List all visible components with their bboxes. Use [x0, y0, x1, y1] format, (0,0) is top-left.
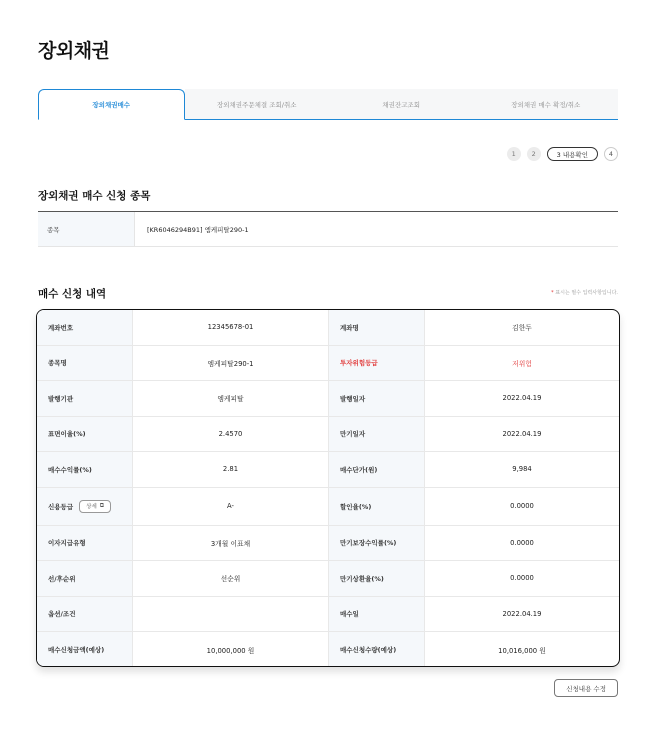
- row-value: 0.0000: [510, 538, 534, 547]
- row-value: A-: [133, 488, 329, 525]
- row-value: 2.81: [133, 452, 329, 487]
- row-label: 선/후순위: [37, 561, 133, 596]
- table-row: [37, 561, 619, 597]
- table-row: [37, 417, 619, 453]
- row-value: 0.0000: [510, 574, 534, 583]
- tab-buy-confirm[interactable]: 장외채권 매수 확정/취소: [474, 89, 619, 119]
- row-value: 2022.04.19: [502, 609, 542, 618]
- row-label: 표면이율(%): [37, 417, 133, 452]
- row-label: 계좌명: [329, 310, 425, 345]
- tab-bond-buy[interactable]: 장외채권매수: [38, 89, 185, 120]
- row-value: 선순위: [133, 561, 329, 596]
- row-value: 엠케피탈: [133, 381, 329, 416]
- credit-detail-button[interactable]: [79, 500, 111, 513]
- table-row: [37, 526, 619, 562]
- row-label: 발행일자: [329, 381, 425, 416]
- row-value: 10,000,000 원: [133, 632, 329, 667]
- credit-rating-label-cell: [37, 488, 133, 525]
- row-label: 발행기관: [37, 381, 133, 416]
- item-label: 종목: [38, 212, 134, 246]
- row-label: 만기일자: [329, 417, 425, 452]
- row-label: 매수신청수량(예상): [329, 632, 425, 667]
- row-value: 2022.04.19: [502, 394, 542, 403]
- table-row: [37, 597, 619, 633]
- row-label: 매수단가(원): [329, 452, 425, 487]
- tab-order-inquiry[interactable]: 장외채권주문체결 조회/취소: [185, 89, 330, 119]
- item-value: [KR6046294B91] 엠케피탈290-1: [134, 212, 618, 246]
- table-row: [37, 310, 619, 346]
- row-value: 엠케피탈290-1: [133, 346, 329, 381]
- tab-balance-inquiry[interactable]: 채권잔고조회: [329, 89, 474, 119]
- row-label: 만기보장수익률(%): [329, 526, 425, 561]
- table-row: [37, 488, 619, 526]
- row-value: 김한두: [512, 324, 532, 333]
- row-label: 계좌번호: [37, 310, 133, 345]
- risk-grade-label: 투자위험등급: [329, 346, 425, 381]
- row-label: 종목명: [37, 346, 133, 381]
- row-value: 3개월 이표채: [133, 526, 329, 561]
- row-label: 매수일: [329, 597, 425, 632]
- required-note: [551, 289, 618, 296]
- row-value: 9,984: [512, 465, 532, 474]
- row-value: 10,016,000 원: [498, 646, 546, 655]
- required-star: *: [551, 290, 554, 296]
- row-value: 12345678-01: [133, 310, 329, 345]
- row-value: 2.4570: [133, 417, 329, 452]
- step-3-current: 3 내용확인: [547, 147, 598, 161]
- row-value: 0.0000: [510, 502, 534, 510]
- row-label: 할인율(%): [329, 488, 425, 525]
- step-1: 1: [507, 147, 521, 161]
- row-label: 이자지급유형: [37, 526, 133, 561]
- row-label: 만기상환율(%): [329, 561, 425, 596]
- required-note-text: 표시는 필수 입력사항입니다.: [555, 290, 618, 296]
- step-indicator: [507, 147, 618, 161]
- popup-window-icon: ⧉: [99, 502, 105, 509]
- row-label: 신용등급: [48, 502, 74, 511]
- tab-bar: [38, 89, 618, 120]
- risk-grade-value: 저위험: [512, 359, 532, 368]
- row-value: 2022.04.19: [502, 429, 542, 438]
- table-row: [37, 381, 619, 417]
- item-section-title: 장외채권 매수 신청 종목: [38, 190, 151, 202]
- step-2: 2: [527, 147, 541, 161]
- item-table: [38, 211, 618, 247]
- credit-detail-button-label: 상세: [86, 504, 97, 510]
- detail-section-title: 매수 신청 내역: [38, 288, 107, 300]
- edit-application-button[interactable]: 신청내용 수정: [554, 679, 618, 697]
- row-label: 옵션/조건: [37, 597, 133, 632]
- table-row: [37, 632, 619, 667]
- page-title: 장외채권: [38, 40, 110, 62]
- table-row: [37, 452, 619, 488]
- row-label: 매수신청금액(예상): [37, 632, 133, 667]
- row-label: 매수수익률(%): [37, 452, 133, 487]
- row-value: [133, 597, 329, 632]
- detail-table: [36, 309, 620, 667]
- table-row: [37, 346, 619, 382]
- step-4: 4: [604, 147, 618, 161]
